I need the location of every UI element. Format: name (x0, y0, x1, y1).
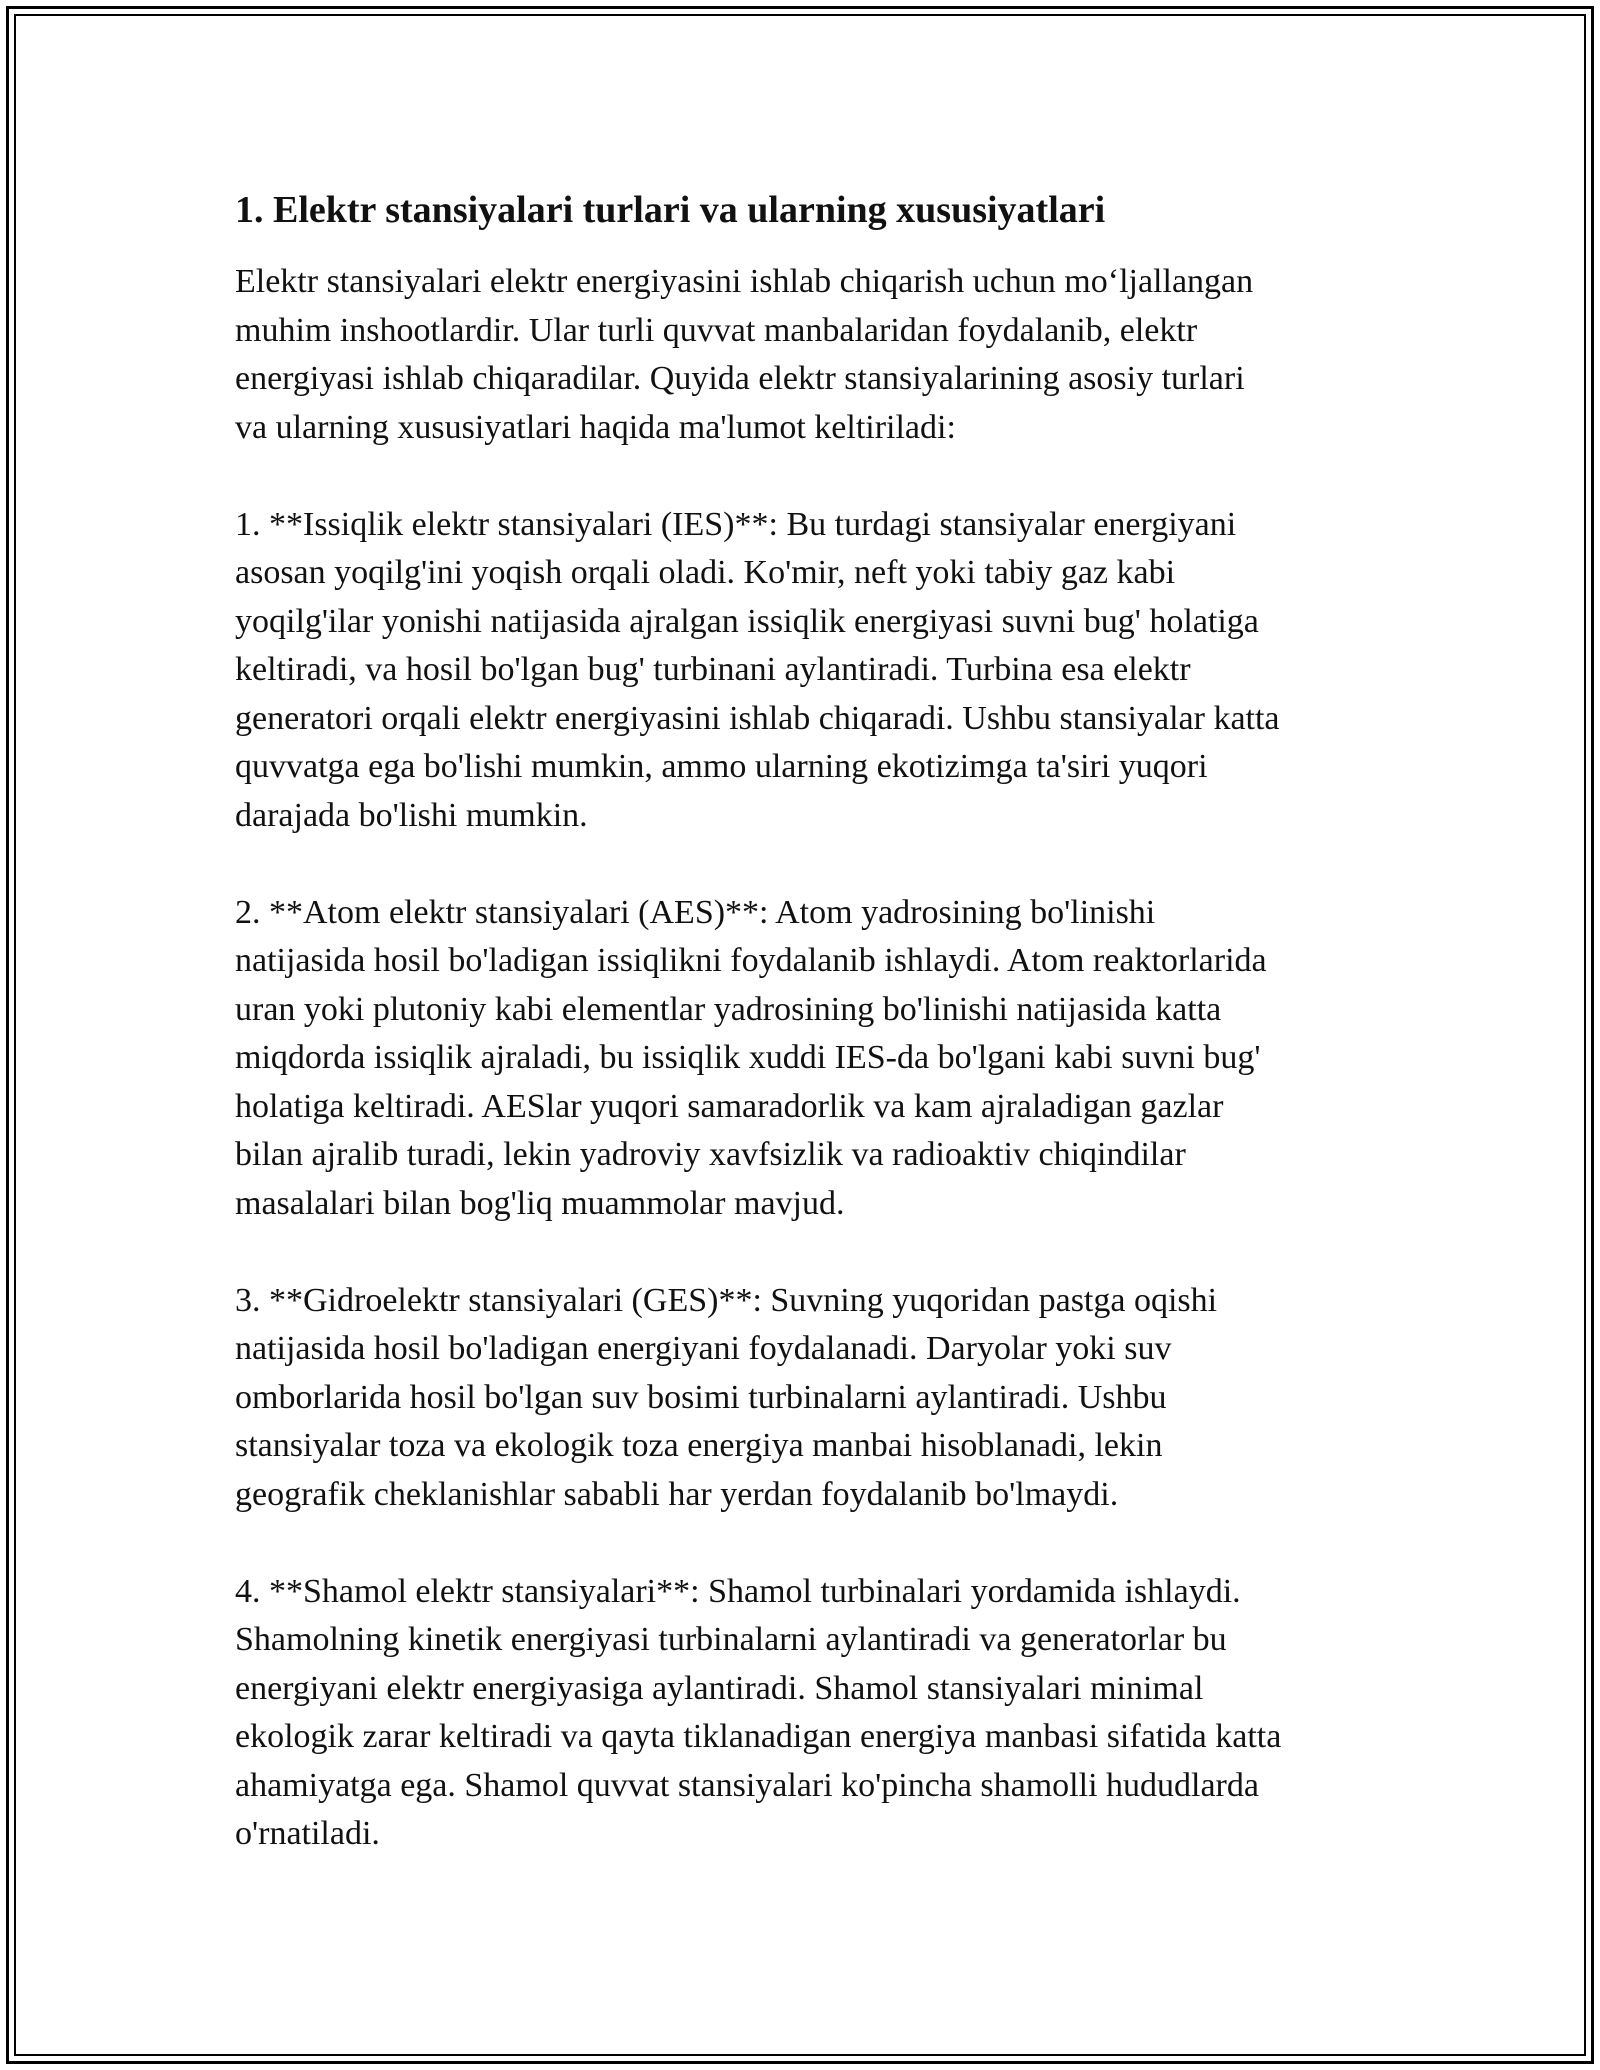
document-title: 1. Elektr stansiyalari turlari va ularning xususiyatlari (235, 189, 1106, 231)
paragraph-ies: 1. **Issiqlik elektr stansiyalari (IES)**: Bu turdagi stansiyalar energiyani asosan yoqilg'ini yoqish orqali oladi. Ko'mir, neft yoki tabiy gaz kabi yoqilg'ilar yonishi natijasida ajralgan issiqlik energiyasi suvni bug' holatiga keltiradi, va hosil bo'lgan bug' turbinani aylantiradi. Turbina esa elektr generatori orqali elektr energiyasini ishlab chiqaradi. Ushbu stansiyalar katta quvvatga ega bo'lishi mumkin, ammo ularning ekotizimga ta'siri yuqori darajada bo'lishi mumkin. (235, 505, 1280, 834)
paragraph-ges: 3. **Gidroelektr stansiyalari (GES)**: Suvning yuqoridan pastga oqishi natijasida hosil bo'ladigan energiyani foydalanadi. Daryolar yoki suv omborlarida hosil bo'lgan suv bosimi turbinalarni aylantiradi. Ushbu stansiyalar toza va ekologik toza energiya manbai hisoblanadi, lekin geografik cheklanishlar sababli har yerdan foydalanib bo'lmaydi. (235, 1281, 1218, 1513)
paragraph-wind: 4. **Shamol elektr stansiyalari**: Shamol turbinalari yordamida ishlaydi. Shamolning kinetik energiyasi turbinalarni aylantiradi va generatorlar bu energiyani elektr energiyasiga aylantiradi. Shamol stansiyalari minimal ekologik zarar keltiradi va qayta tiklanadigan energiya manbasi sifatida katta ahamiyatga ega. Shamol quvvat stansiyalari ko'pincha shamolli hududlarda o'rnatiladi. (235, 1572, 1282, 1852)
document-body (235, 186, 1385, 1907)
paragraph-aes: 2. **Atom elektr stansiyalari (AES)**: Atom yadrosining bo'linishi natijasida hosil bo'ladigan issiqlikni foydalanib ishlaydi. Atom reaktorlarida uran yoki plutoniy kabi elementlar yadrosining bo'linishi natijasida katta miqdorda issiqlik ajraladi, bu issiqlik xuddi IES-da bo'lgani kabi suvni bug' holatiga keltiradi. AESlar yuqori samaradorlik va kam ajraladigan gazlar bilan ajralib turadi, lekin yadroviy xavfsizlik va radioaktiv chiqindilar masalalari bilan bog'liq muammolar mavjud. (235, 893, 1267, 1222)
intro-paragraph: Elektr stansiyalari elektr energiyasini ishlab chiqarish uchun mo‘ljallangan muhim inshootlardir. Ular turli quvvat manbalaridan foydalanib, elektr energiyasi ishlab chiqaradilar. Quyida elektr stansiyalarining asosiy turlari va ularning xususiyatlari haqida ma'lumot keltiriladi: (235, 263, 1254, 446)
